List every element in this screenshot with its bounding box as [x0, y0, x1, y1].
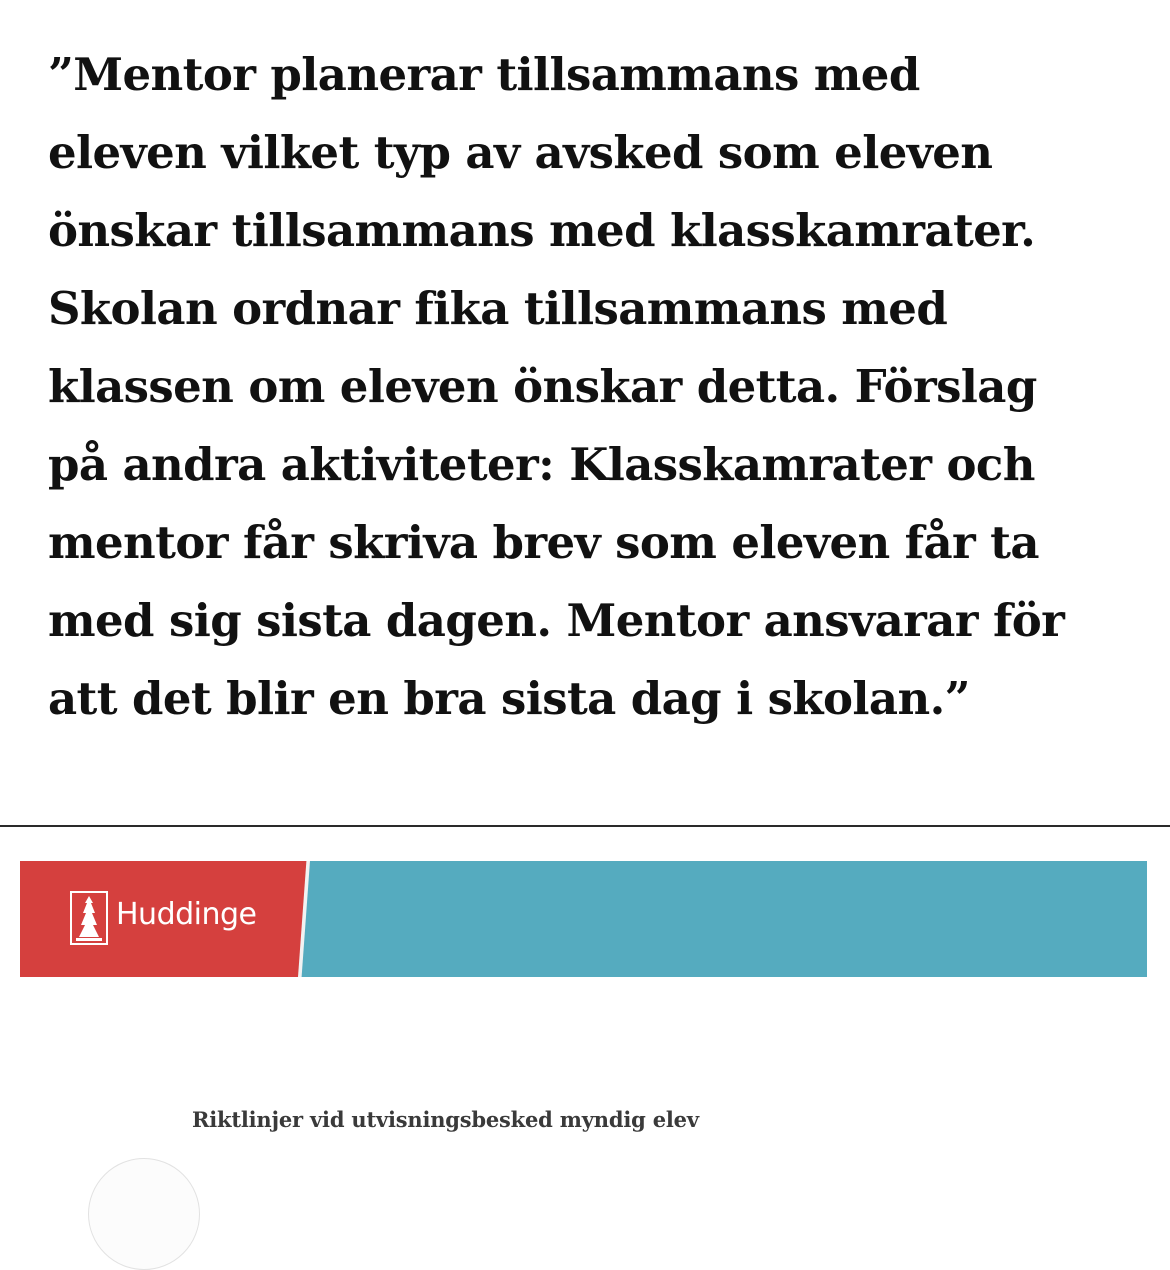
quote-line: ”Mentor planerar tillsammans med [48, 48, 920, 101]
quote-line: Skolan ordnar fika tillsammans med [48, 282, 948, 335]
floating-circle-button[interactable] [88, 1158, 200, 1270]
document-title: Riktlinjer vid utvisningsbesked myndig elev [192, 1107, 699, 1132]
quote-line: mentor får skriva brev som eleven får ta [48, 516, 1039, 569]
section-divider [0, 825, 1170, 827]
quote-line: att det blir en bra sista dag i skolan.” [48, 672, 970, 725]
quote-line: eleven vilket typ av avsked som eleven [48, 126, 993, 179]
huddinge-crest-icon [70, 891, 108, 945]
huddinge-banner [20, 861, 1147, 977]
quote-text [48, 36, 1158, 738]
quote-line: på andra aktiviteter: Klasskamrater och [48, 438, 1035, 491]
quote-line: med sig sista dagen. Mentor ansvarar för [48, 594, 1065, 647]
quote-line: önskar tillsammans med klasskamrater. [48, 204, 1036, 257]
huddinge-logo-text: Huddinge [116, 897, 257, 932]
quote-line: klassen om eleven önskar detta. Förslag [48, 360, 1037, 413]
